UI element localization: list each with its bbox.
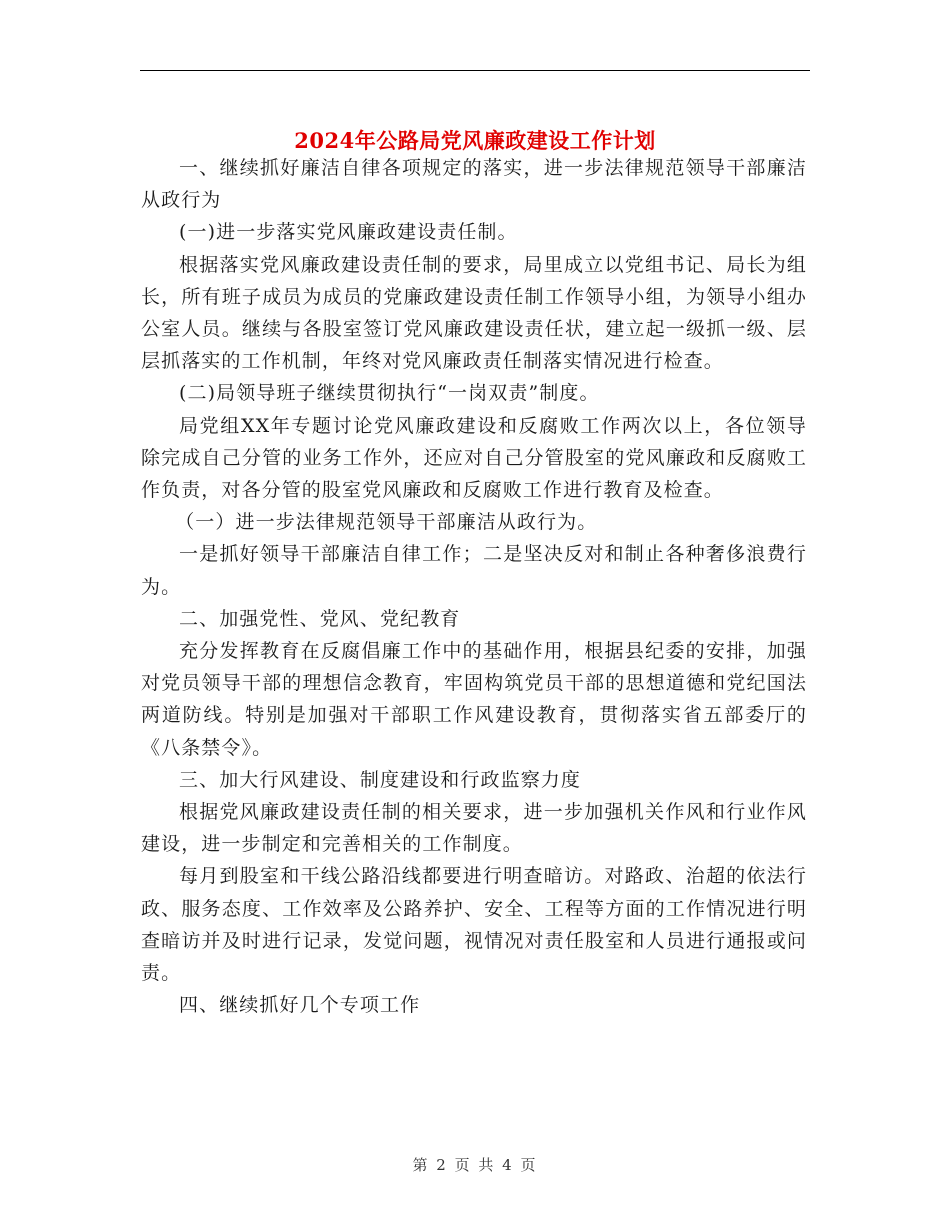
subsection-heading-1-1: (一)进一步落实党风廉政建设责任制。	[179, 221, 518, 244]
section-heading-3: 三、加大行风建设、制度建设和行政监察力度	[179, 768, 582, 791]
document-title: 2024年公路局党风廉政建设工作计划	[294, 128, 656, 154]
subsection-heading-1-3: （一）进一步法律规范领导干部廉洁从政行为。	[175, 511, 598, 534]
header-rule	[140, 70, 810, 71]
body-paragraph: 每月到股室和干线公路沿线都要进行明查暗访。对路政、治超的依法行政、服务态度、工作效率及公路养护、安全、工程等方面的工作情况进行明查暗访并及时进行记录，发觉问题，视情况对责任股室和人员进行通报或问责。	[141, 865, 807, 985]
body-paragraph: 充分发挥教育在反腐倡廉工作中的基础作用，根据县纪委的安排，加强对党员领导干部的理想信念教育，牢固构筑党员干部的思想道德和党纪国法两道防线。特别是加强对干部职工作风建设教育，贯彻落实省五部委厅的《八条禁令》。	[141, 640, 807, 759]
body-paragraph: 根据党风廉政建设责任制的相关要求，进一步加强机关作风和行业作风建设，进一步制定和完善相关的工作制度。	[141, 801, 807, 856]
section-heading-2: 二、加强党性、党风、党纪教育	[179, 607, 461, 630]
subsection-heading-1-2: (二)局领导班子继续贯彻执行“一岗双责”制度。	[179, 382, 600, 405]
body-paragraph: 一是抓好领导干部廉洁自律工作；二是坚决反对和制止各种奢侈浪费行为。	[141, 543, 807, 598]
page-number: 第 2 页 共 4 页	[412, 1156, 538, 1174]
section-heading-1: 一、继续抓好廉洁自律各项规定的落实，进一步法律规范领导干部廉洁从政行为	[141, 157, 807, 212]
body-paragraph: 根据落实党风廉政建设责任制的要求，局里成立以党组书记、局长为组长，所有班子成员为成员的党廉政建设责任制工作领导小组，为领导小组办公室人员。继续与各股室签订党风廉政建设责任状，建立起一级抓一级、层层抓落实的工作机制，年终对党风廉政责任制落实情况进行检查。	[141, 253, 807, 373]
section-heading-4: 四、继续抓好几个专项工作	[179, 994, 421, 1017]
body-paragraph: 局党组XX年专题讨论党风廉政建设和反腐败工作两次以上，各位领导除完成自己分管的业务工作外，还应对自己分管股室的党风廉政和反腐败工作负责，对各分管的股室党风廉政和反腐败工作进行教育及检查。	[141, 414, 807, 502]
document-body	[141, 152, 807, 1021]
